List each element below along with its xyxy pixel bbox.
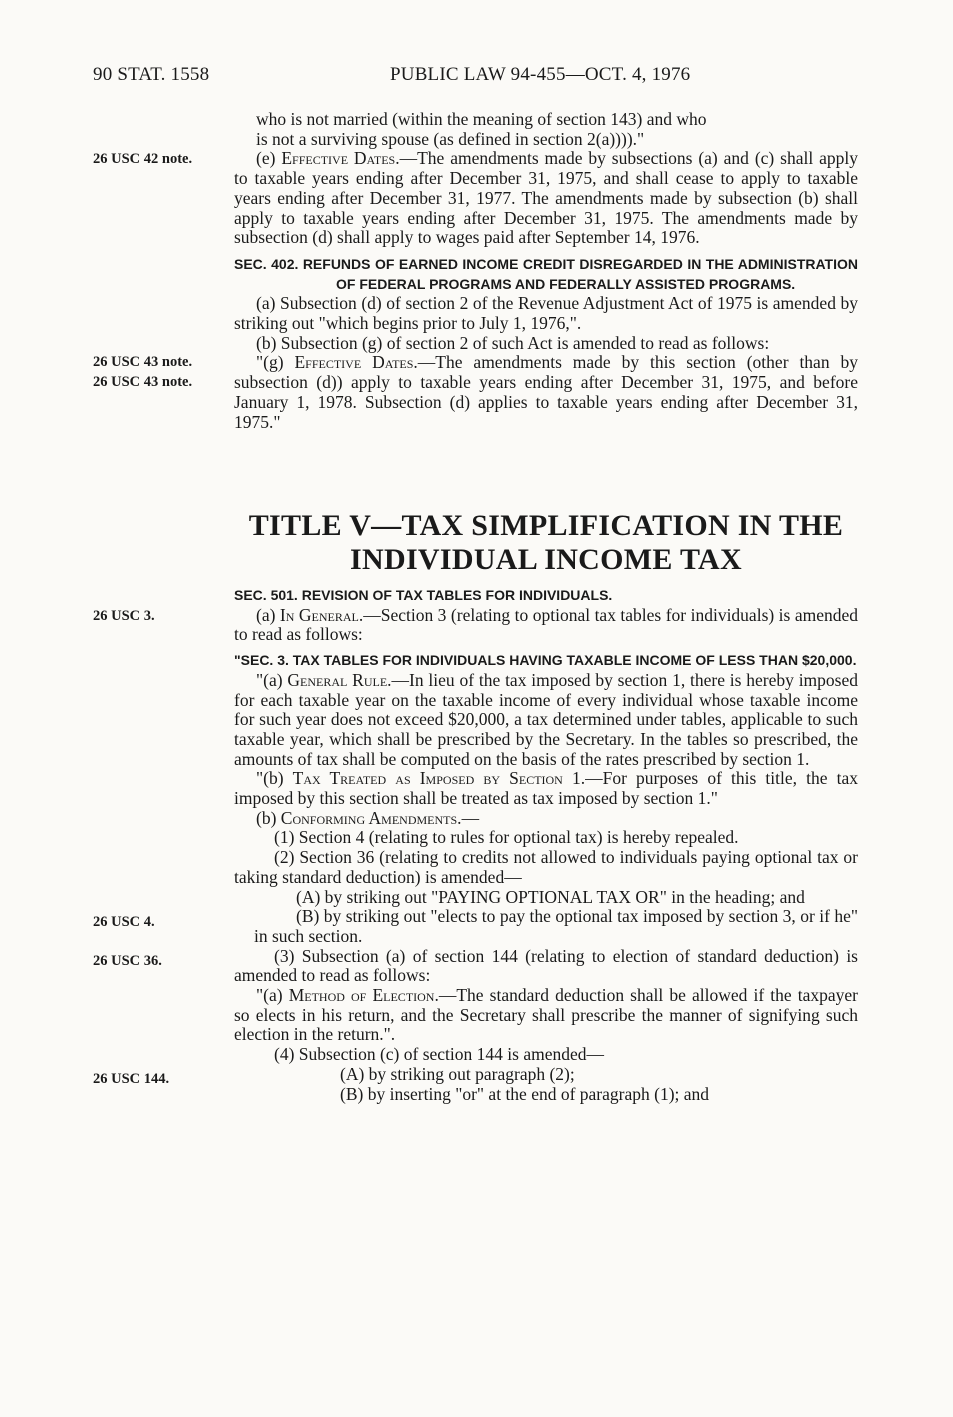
paragraph: "(a) Method of Election.—The standard deduction shall be allowed if the taxpayer so elects in his return, and the Secretary shall prescribe the manner of signifying such election in the return.". [234, 985, 859, 1045]
paragraph: (e) Effective Dates.—The amendments made by subsections (a) and (c) shall apply to taxable years ending after December 31, 1975, and shall cease to apply to taxable years ending after December 31, 1977. The amendments made by subsection (b) shall apply to taxable years ending after December 31, 1975. The amendments made by subsection (d) shall apply to wages paid after September 14, 1976. [234, 148, 858, 248]
paragraph: "(a) General Rule.—In lieu of the tax imposed by section 1, there is hereby imposed for each taxable year on the taxable income of every individual whose taxable income for such year does not exceed $20,000, a tax determined under tables, applicable to such taxable year, which shall be prescribed by the Secretary. In the tables so prescribed, the amounts of tax shall be computed on the basis of the rates prescribed by section 1. [234, 669, 858, 769]
paragraph: (a) In General.—Section 3 (relating to optional tax tables for individuals) is amended to read as follows: [234, 604, 858, 645]
paragraph: (B) by striking out "elects to pay the optional tax imposed by section 3, or if he" in such section. [254, 906, 858, 946]
paragraph: (A) by striking out "PAYING OPTIONAL TAX OR" in the heading; and [296, 886, 805, 907]
paragraph: is not a surviving spouse (as defined in section 2(a))))." [256, 128, 645, 149]
page-running-title: PUBLIC LAW 94-455—OCT. 4, 1976 [390, 64, 691, 85]
margin-note: 26 USC 43 note. [93, 374, 193, 390]
section-heading: SEC. 501. REVISION OF TAX TABLES FOR INDIVIDUALS. [234, 587, 613, 603]
paragraph-heading: Effective Dates. [294, 352, 418, 373]
paragraph: (b) Subsection (g) of section 2 of such Act is amended to read as follows: [256, 332, 770, 353]
paragraph: (2) Section 36 (relating to credits not allowed to individuals paying optional tax or taking standard deduction) is amended— [234, 847, 858, 887]
paragraph-heading: General Rule. [287, 669, 392, 690]
paragraph: "(b) Tax Treated as Imposed by Section 1.—For purposes of this title, the tax imposed by this section shall be treated as tax imposed by section 1." [234, 768, 858, 809]
paragraph-heading: In General. [279, 604, 364, 625]
paragraph: (1) Section 4 (relating to rules for optional tax) is hereby repealed. [274, 827, 739, 848]
section-heading: SEC. 402. REFUNDS OF EARNED INCOME CREDIT DISREGARDED IN THE ADMINISTRATION OF FEDERAL PROGRAMS AND FEDERALLY ASSISTED PROGRAMS. [234, 255, 858, 292]
margin-note: 26 USC 36. [93, 953, 162, 969]
section-heading: "SEC. 3. TAX TABLES FOR INDIVIDUALS HAVING TAXABLE INCOME OF LESS THAN $20,000. [234, 652, 857, 669]
margin-note: 26 USC 43 note. [93, 354, 193, 370]
body-lower [234, 586, 858, 1104]
margin-note: 26 USC 4. [93, 914, 155, 930]
title-line: INDIVIDUAL INCOME TAX [350, 543, 742, 576]
paragraph: "(g) Effective Dates.—The amendments made by this section (other than by subsection (d)) apply to taxable years ending after December 31, 1975, and before January 1, 1978. Subsection (d) applies to taxable years ending after December 31, 1975." [234, 352, 858, 432]
title-heading [234, 509, 858, 577]
margin-note: 26 USC 42 note. [93, 151, 193, 167]
body-upper [234, 110, 858, 432]
margin-note: 26 USC 3. [93, 608, 155, 624]
paragraph: (b) Conforming Amendments.— [256, 807, 480, 828]
paragraph: (A) by striking out paragraph (2); [340, 1063, 575, 1084]
paragraph-heading: Tax Treated as Imposed by Section 1. [292, 768, 586, 789]
paragraph-heading: Conforming Amendments. [280, 807, 462, 828]
margin-note: 26 USC 144. [93, 1071, 170, 1087]
paragraph: (a) Subsection (d) of section 2 of the Revenue Adjustment Act of 1975 is amended by striking out "which begins prior to July 1, 1976,". [234, 293, 858, 334]
title-line: TITLE V—TAX SIMPLIFICATION IN THE [248, 509, 844, 542]
paragraph-heading: Effective Dates. [281, 148, 400, 169]
paragraph: (4) Subsection (c) of section 144 is amended— [274, 1044, 604, 1065]
paragraph: who is not married (within the meaning of section 143) and who [256, 109, 707, 129]
paragraph: (B) by inserting "or" at the end of paragraph (1); and [340, 1083, 710, 1104]
paragraph-heading: Method of Election. [288, 985, 439, 1006]
paragraph: (3) Subsection (a) of section 144 (relating to election of standard deduction) is amended to read as follows: [234, 945, 858, 986]
page-stat-number: 90 STAT. 1558 [93, 64, 210, 85]
